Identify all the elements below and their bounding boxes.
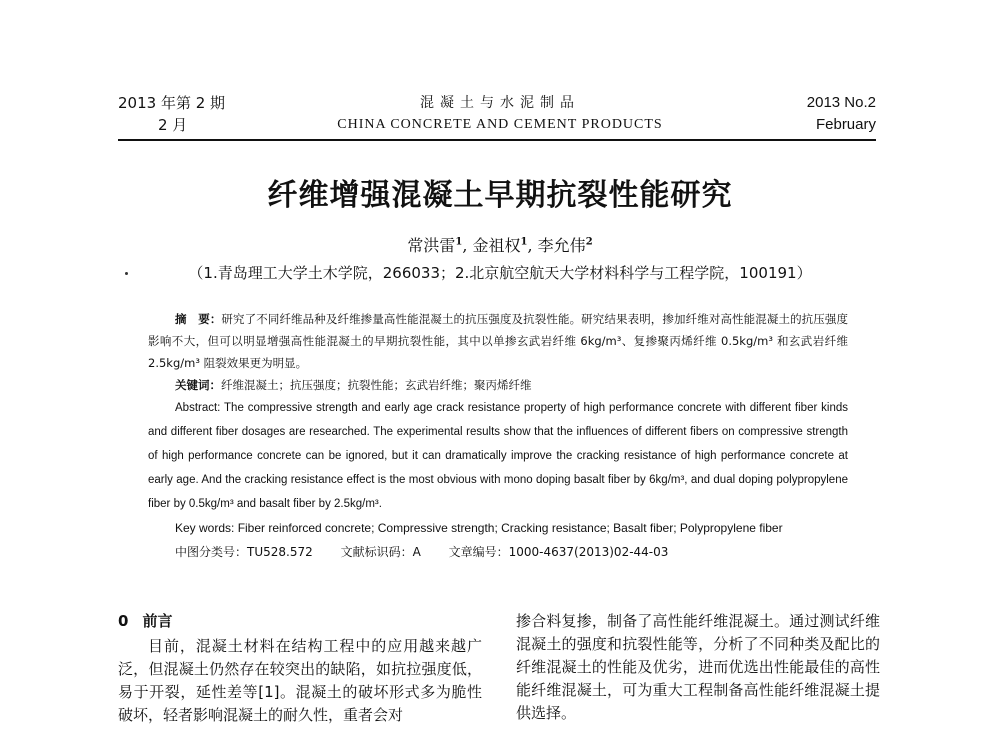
author-affil-mark: 1 <box>520 236 528 248</box>
journal-name-en: CHINA CONCRETE AND CEMENT PRODUCTS <box>337 117 663 132</box>
clc-number: 中图分类号：TU528.572 <box>175 545 313 559</box>
author-separator: , <box>527 236 533 255</box>
document-code: 文献标识码：A <box>340 545 421 559</box>
abstract-en: Abstract: The compressive strength and early age crack resistance property of high performance concrete with different fiber kinds and different fiber dosages are researched. The experimental results show that the influences of different fibers on compressive strength of high performance concrete can be ignored, but it can dramatically improve the cracking resistance of high performance concrete at early age. And the cracking resistance effect is the most obvious with mono doping basalt fiber by 6kg/m³, and dual doping polypropylene fiber by 0.5kg/m³ and basalt fiber by 2.5kg/m³. <box>148 402 848 510</box>
author-affil-mark: 1 <box>455 236 463 248</box>
body-paragraph-right: 掺合料复掺，制备了高性能纤维混凝土。通过测试纤维混凝土的强度和抗裂性能等，分析了不同种类及配比的纤维混凝土的性能及优劣，进而优选出性能最佳的高性能纤维混凝土，可为重大工程制备高性能纤维混凝土提供选择。 <box>516 612 880 722</box>
article-number: 文章编号：1000-4637(2013)02-44-03 <box>448 545 669 559</box>
header-issue: 2013 年第 2 期 <box>118 94 226 112</box>
abstract-cn <box>148 308 848 374</box>
header-rule <box>118 139 876 141</box>
author-separator: , <box>462 236 468 255</box>
affiliation: （1.青岛理工大学土木学院，266033；2.北京航空航天大学材料科学与工程学院，100191） <box>188 264 812 282</box>
header-month-en: February <box>815 116 876 133</box>
classification-line <box>148 540 848 564</box>
header-issue-en-block <box>807 92 876 136</box>
body-column-right <box>516 610 880 725</box>
keywords-en: Key words: Fiber reinforced concrete; Compressive strength; Cracking resistance; Basalt fiber; Polypropylene fiber <box>175 521 783 535</box>
header-issue-block <box>118 92 225 136</box>
header-journal-block <box>300 92 700 136</box>
author-affil-mark: 2 <box>585 236 593 248</box>
section-title: 前言 <box>142 612 173 630</box>
journal-name-cn: 混凝土与水泥制品 <box>420 95 580 111</box>
header-issue-en: 2013 No.2 <box>806 94 876 111</box>
author-list <box>0 233 1000 256</box>
abstract-block <box>148 308 848 564</box>
section-heading <box>118 610 482 633</box>
paper-title: 纤维增强混凝土早期抗裂性能研究 <box>267 178 733 213</box>
keywords-cn <box>148 374 848 396</box>
keywords-cn-label: 关键词： <box>175 378 221 392</box>
abstract-cn-label: 摘 要： <box>175 312 222 326</box>
body-paragraph-left: 目前，混凝土材料在结构工程中的应用越来越广泛，但混凝土仍然存在较突出的缺陷，如抗拉强度低，易于开裂，延性差等[1]。混凝土的破坏形式多为脆性破坏，轻者影响混凝土的耐久性，重者会对 <box>118 637 482 724</box>
keywords-cn-text: 纤维混凝土；抗压强度；抗裂性能；玄武岩纤维；聚丙烯纤维 <box>221 378 532 392</box>
scan-dot <box>125 272 128 275</box>
author-name: 常洪雷 <box>407 236 456 255</box>
header-month: 2 月 <box>158 116 188 134</box>
section-number: 0 <box>118 612 129 630</box>
abstract-cn-text: 研究了不同纤维品种及纤维掺量高性能混凝土的抗压强度及抗裂性能。研究结果表明，掺加纤维对高性能混凝土的抗压强度影响不大，但可以明显增强高性能混凝土的早期抗裂性能，其中以单掺玄武岩纤维 6kg/m³、复掺聚丙烯纤维 0.5kg/m³ 和玄武岩纤维 2.5kg/m³ 阻裂效果更为明显。 <box>148 312 848 370</box>
author-name: 李允伟 <box>537 236 586 255</box>
author-name: 金祖权 <box>472 236 521 255</box>
body-column-left <box>118 610 482 727</box>
